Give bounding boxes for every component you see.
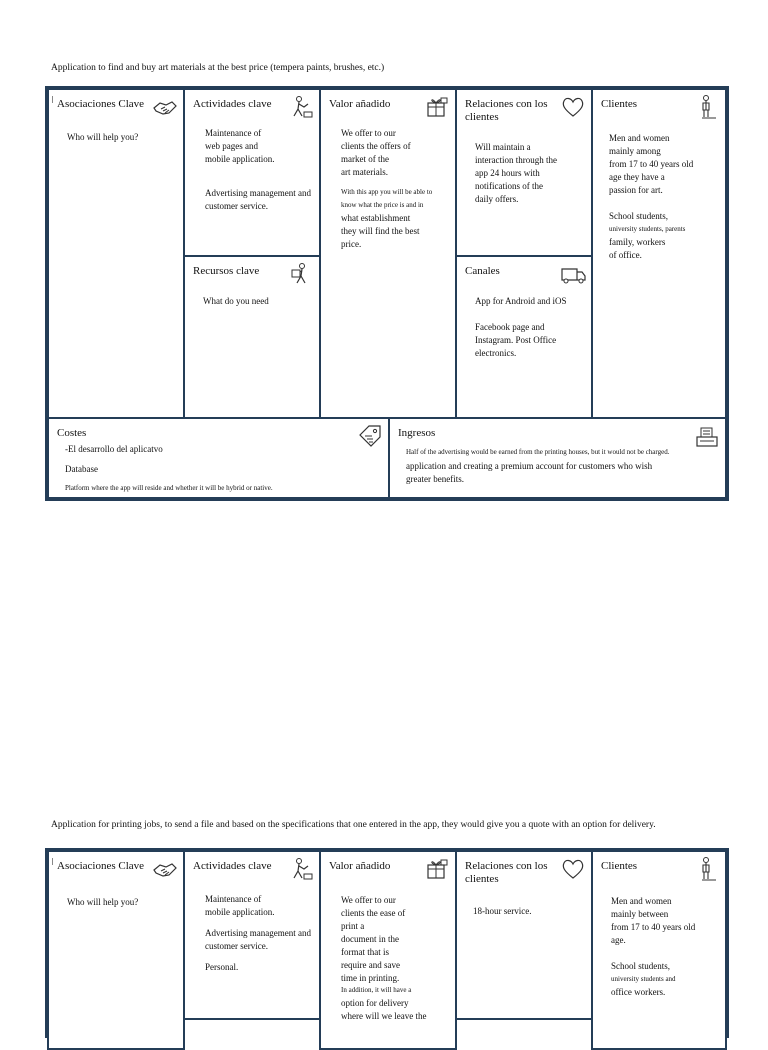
business-model-canvas-1: [45, 86, 729, 501]
handshake-icon: [152, 94, 178, 120]
asociaciones-clave-text: Who will help you?: [67, 132, 139, 142]
cash-register-icon: [694, 423, 720, 449]
valor-anadido-text: We offer to our clients the offers of market of the art materials. With this app you will be able to know what the price is and in what establishment they will find the best price.: [341, 128, 433, 249]
canales-title: Canales: [465, 265, 500, 277]
person-icon: [694, 94, 720, 120]
ingresos-block: [388, 417, 727, 499]
valor-anadido-text-2: We offer to our clients the ease of print a document in the format that is require and save time in printing. In addition, it will have a option for delivery where will we leave the: [341, 895, 427, 1021]
asociaciones-clave-title-2: Asociaciones Clave: [57, 860, 145, 872]
canvas1-caption: Application to find and buy art materials at the best price (tempera paints, brushes, etc.): [51, 63, 385, 73]
relaciones-clientes-text: Will maintain a interaction through the app 24 hours with notifications of the daily offers.: [475, 142, 557, 204]
actividades-clave-block: [183, 88, 321, 257]
price-tag-icon: [357, 423, 383, 449]
ingresos-title: Ingresos: [398, 427, 436, 439]
worker-carrying-icon: [288, 261, 314, 287]
heart-icon: [560, 94, 586, 120]
clientes-text-2: Men and women mainly between from 17 to 40 years old age. School students, university students and office workers.: [611, 896, 696, 997]
actividades-clave-text-2: Maintenance of mobile application. Advertising management and customer service. Personal.: [205, 894, 311, 972]
asociaciones-clave-title: Asociaciones Clave: [57, 98, 145, 110]
relaciones-clientes-block: [455, 88, 593, 257]
actividades-clave-title: Actividades clave: [193, 98, 272, 110]
actividades-clave-title-2: Actividades clave: [193, 860, 272, 872]
actividades-clave-text: Maintenance of web pages and mobile application. Advertising management and customer service.: [205, 128, 311, 211]
canales-block: [455, 255, 593, 419]
actividades-clave-block-2: [183, 850, 321, 1020]
gift-icon: [424, 94, 450, 120]
recursos-clave-title: Recursos clave: [193, 265, 260, 277]
valor-anadido-title: Valor añadido: [329, 98, 391, 110]
relaciones-clientes-title-2: Relaciones con los clientes: [465, 860, 548, 885]
person-icon: [694, 856, 720, 882]
clientes-text: Men and women mainly among from 17 to 40 years old age they have a passion for art. School students, university students, parents family, workers of office.: [609, 133, 694, 260]
worker-icon: [288, 856, 314, 882]
costes-title: Costes: [57, 427, 87, 439]
delivery-truck-icon: [560, 261, 586, 287]
clientes-title-2: Clientes: [601, 860, 638, 872]
recursos-clave-text: What do you need: [203, 296, 269, 306]
business-model-canvas-2: [45, 848, 729, 1038]
handshake-icon: [152, 856, 178, 882]
canvas2-caption: Application for printing jobs, to send a file and based on the specifications that one entered in the app, they would give you a quote with an option for delivery.: [51, 820, 656, 830]
relaciones-clientes-block-2: [455, 850, 593, 1020]
costes-block: [47, 417, 390, 499]
heart-icon: [560, 856, 586, 882]
asociaciones-clave-text-2: Who will help you?: [67, 897, 139, 907]
ingresos-text: Half of the advertising would be earned from the printing houses, but it would not be charged. application and creating a premium account for customers who wish greater benefits.: [406, 448, 670, 484]
clientes-block: [591, 88, 727, 419]
asociaciones-clave-block-2: [47, 850, 185, 1050]
clientes-title: Clientes: [601, 98, 638, 110]
recursos-clave-block: [183, 255, 321, 419]
asociaciones-clave-block: [47, 88, 185, 419]
relaciones-clientes-text-2: 18-hour service.: [473, 906, 532, 916]
worker-icon: [288, 94, 314, 120]
valor-anadido-title-2: Valor añadido: [329, 860, 391, 872]
gift-icon: [424, 856, 450, 882]
valor-anadido-block: [319, 88, 457, 419]
costes-text: -El desarrollo del aplicatvo Database Platform where the app will reside and whether it will be hybrid or native.: [65, 444, 273, 492]
valor-anadido-block-2: [319, 850, 457, 1050]
relaciones-clientes-title: Relaciones con los clientes: [465, 98, 548, 123]
canales-text: App for Android and iOS Facebook page and Instagram. Post Office electronics.: [475, 296, 567, 358]
clientes-block-2: [591, 850, 727, 1050]
